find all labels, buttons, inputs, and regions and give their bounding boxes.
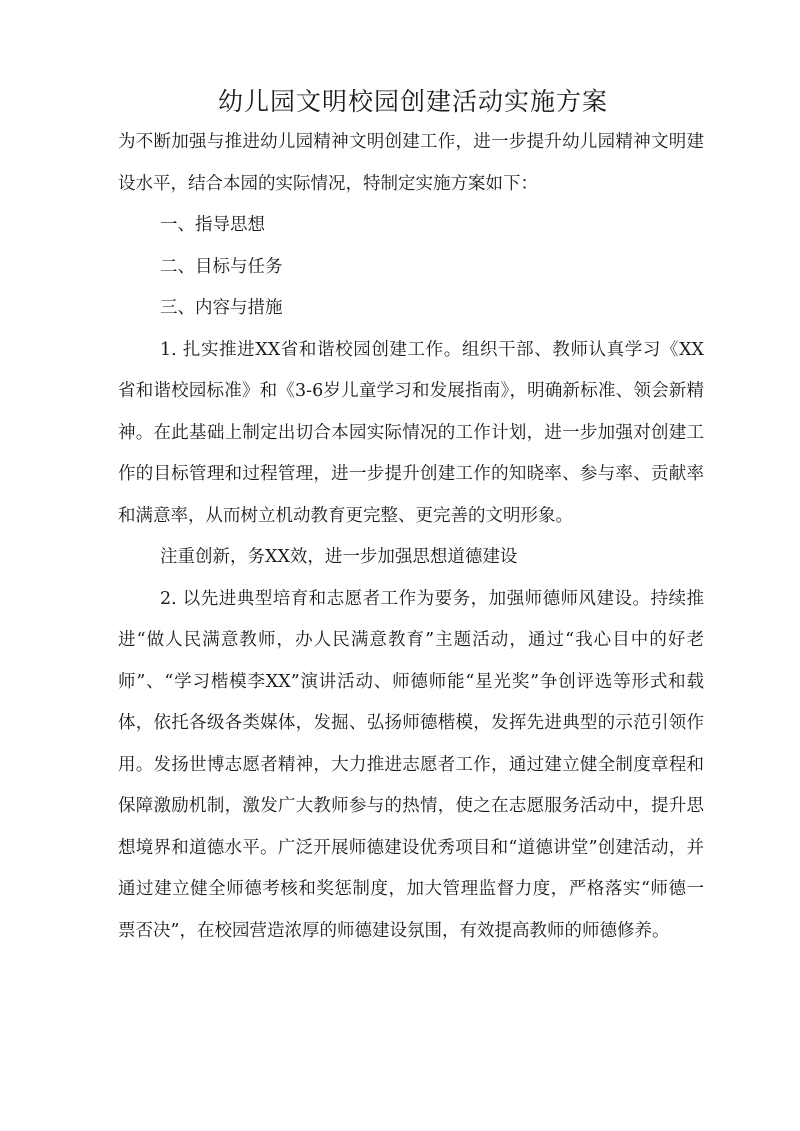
intro-paragraph: 为不断加强与推进幼儿园精神文明创建工作，进一步提升幼儿园精神文明建设水平，结合本园的实际情况，特制定实施方案如下： <box>118 132 704 194</box>
subheading-innovation: 注重创新，务XX效，进一步加强思想道德建设 <box>160 547 518 567</box>
item-2-paragraph: 2. 以先进典型培育和志愿者工作为要务，加强师德师风建设。持续推进“做人民满意教师，办人民满意教育”主题活动，通过“我心目中的好老师”、“学习楷模李XX”演讲活动、师德师能“星光奖”争创评选等形式和载体，依托各级各类媒体，发掘、弘扬师德楷模，发挥先进典型的示范引领作用。发扬世博志愿者精神，大力推进志愿者工作，通过建立健全制度章程和保障激励机制，激发广大教师参与的热情，使之在志愿服务活动中，提升思想境界和道德水平。广泛开展师德建设优秀项目和“道德讲堂”创建活动，并通过建立健全师德考核和奖惩制度，加大管理监督力度，严格落实“师德一票否决”，在校园营造浓厚的师德建设氛围，有效提高教师的师德修养。 <box>118 588 704 941</box>
section-heading-guiding-ideology: 一、指导思想 <box>160 215 265 235</box>
section-heading-content-measures: 三、内容与措施 <box>160 298 283 318</box>
document-title: 幼儿园文明校园创建活动实施方案 <box>217 87 608 116</box>
section-heading-goals-tasks: 二、目标与任务 <box>160 256 283 277</box>
item-1-paragraph: 1. 扎实推进XX省和谐校园创建工作。组织干部、教师认真学习《XX省和谐校园标准》和《3-6岁儿童学习和发展指南》，明确新标准、领会新精神。在此基础上制定出切合本园实际情况的工作计划，进一步加强对创建工作的目标管理和过程管理，进一步提升创建工作的知晓率、参与率、贡献率和满意率，从而树立机动教育更完整、更完善的文明形象。 <box>118 339 704 526</box>
